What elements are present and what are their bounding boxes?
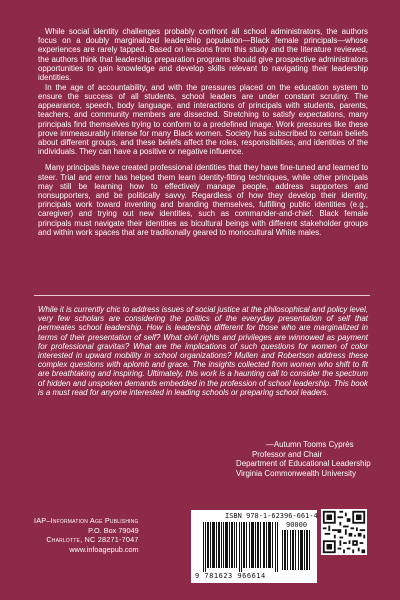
qr-code-pattern [321, 509, 367, 555]
price-code: 90000 [286, 521, 308, 529]
description-paragraph: While social identity challenges probably confront all school administrators, the authors focus on a doubly marginalized leadership population—Black female principals—whose experiences are rarely tapped. Based on lessons from this study and the literature reviewed, the authors think that leadership preparation programs should give prospective administrators opportunities to gain knowledge and develop skills relevant to navigating their leadership identities. [38, 27, 368, 83]
isbn-barcode [191, 510, 317, 583]
publisher-info [34, 516, 139, 554]
ean-number: 9 781623 966614 [195, 572, 266, 580]
ean-barcode-bars [203, 522, 279, 572]
endorser-department: Department of Educational Leadership [236, 459, 371, 468]
endorsement-quote: While it is currently chic to address issues of social justice at the philosophical and policy level, very few scholars are considering the politics of the everyday presentation of self that permeates school leadership. How is leadership different for those who are marginalized in terms of their presentation of self? What civil rights and privileges are winnowed as payment for professional gravitas? What are the implications of such questions for women of color interested in upward mobility in school organizations? Mullen and Robertson address these complex questions with aplomb and grace. The insights collected from women who shift to fit are breathtaking and inspiring. Ultimately, this work is a haunting call to consider the spectrum of hidden and unspoken demands embedded in the profession of school leadership. This book is a must read for anyone interested in leading schools or preparing school leaders. [38, 305, 368, 397]
publisher-city: Charlotte, NC 28271-7047 [46, 535, 139, 545]
publisher-po-box: P.O. Box 79049 [88, 525, 139, 535]
endorser-university: Virginia Commonwealth University [236, 468, 357, 478]
back-cover-description [38, 27, 368, 237]
price-addon-bars [282, 530, 312, 570]
qr-code [321, 509, 367, 555]
isbn-label: ISBN 978-1-62396-661-4 [225, 512, 318, 520]
endorser-name: —Autumn Tooms Cyprès [266, 440, 354, 449]
publisher-website: www.infoagepub.com [69, 544, 139, 554]
endorser-title: Professor and Chair [252, 449, 323, 459]
section-divider [34, 295, 370, 296]
endorsement-attribution [236, 440, 396, 478]
publisher-name: IAP–Information Age Publishing [34, 516, 139, 525]
description-paragraph: Many principals have created professional identities that they have fine-tuned and learned to steer. Trial and error has helped them learn identity-fitting techniques, while other principals may still be learning how to effectively manage people, address supporters and nonsupporters, and be politically savvy. Regardless of how they develop their identity, principals work toward inventing and branding themselves, fulfilling public identities (e.g., caregiver) and trying out new identities, such as commander-and-chief. Black female principals must navigate their identities as bicultural beings with different stakeholder groups and within work spaces that are traditionally geared to monocultural White males. [38, 163, 368, 237]
description-paragraph: In the age of accountability, and with the pressures placed on the education system to ensure the success of all students, school leaders are under constant scrutiny. The appearance, speech, body language, and interactions of principals with students, parents, teachers, and community members are dissected. Stretching to satisfy expectations, many principals find themselves trying to conform to a predefined image. Work pressures like these prove immeasurably intense for many Black women. Society has subscribed to certain beliefs about different groups, and these beliefs affect the roles, responsibilities, and identities of the individuals. They can have a positive or negative influence. [38, 82, 368, 157]
